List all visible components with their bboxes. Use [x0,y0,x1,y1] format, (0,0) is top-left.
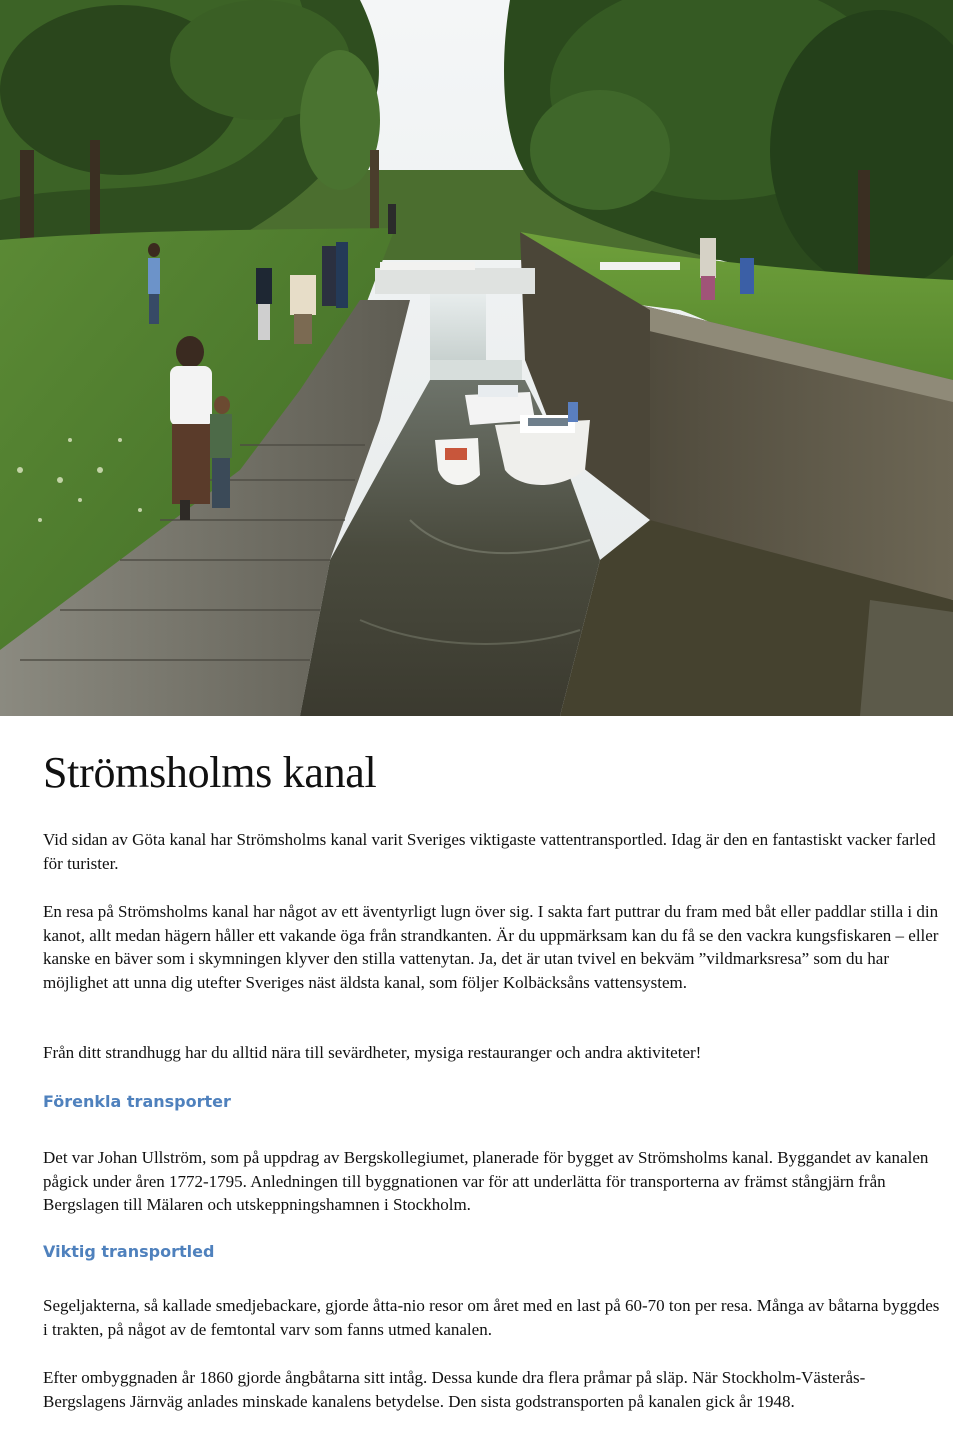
history-paragraph: Det var Johan Ullström, som på uppdrag av Bergskollegiumet, planerade för bygget av Strömsholms kanal. Byggandet av kanalen pågick under åren 1772-1795. Anledningen till byggnationen var för att underlätta för transporterna av främst stångjärn från Bergslagen till Mälaren och utskeppningshamnen i Stockholm. [43,1148,929,1214]
steamboat-paragraph: Efter ombyggnaden år 1860 gjorde ångbåtarna sitt intåg. Dessa kunde dra flera pråmar på släp. När Stockholm-Västerås-Bergslagens Järnväg anlades minskade kanalens betydelse. Den sista godstransporten på kanalen gick år 1948. [43,1368,866,1411]
canal-lock-photo [0,0,953,716]
journey-paragraph: En resa på Strömsholms kanal har något av ett äventyrligt lugn över sig. I sakta fart puttrar du fram med båt eller paddlar stilla i din kanot, allt medan hägern håller ett vakande öga från strandkanten. Är du uppmärksam kan du få se den vackra kungsfiskaren – eller kanske en bäver som i skymningen klyver den stilla vattenytan. Ja, det är utan tvivel en bekväm ”vildmarksresa” som du har möjlighet att unna dig utefter Sveriges näst äldsta kanal, som följer Kolbäcksåns vattensystem. [43,902,939,992]
intro-paragraph: Vid sidan av Göta kanal har Strömsholms kanal varit Sveriges viktigaste vattentransportled. Idag är den en fantastiskt vacker farled för turister. [43,830,936,873]
page-title: Strömsholms kanal [43,748,377,797]
sailing-paragraph: Segeljakterna, så kallade smedjebackare, gjorde åtta-nio resor om året med en last på 60-70 ton per resa. Många av båtarna byggdes i trakten, på något av de femtontal varv som fanns utmed kanalen. [43,1296,940,1339]
landing-paragraph: Från ditt strandhugg har du alltid nära till sevärdheter, mysiga restauranger och andra aktiviteter! [43,1043,702,1062]
section-heading-forenkla: Förenkla transporter [43,1092,231,1111]
section-heading-viktig: Viktig transportled [43,1242,215,1261]
